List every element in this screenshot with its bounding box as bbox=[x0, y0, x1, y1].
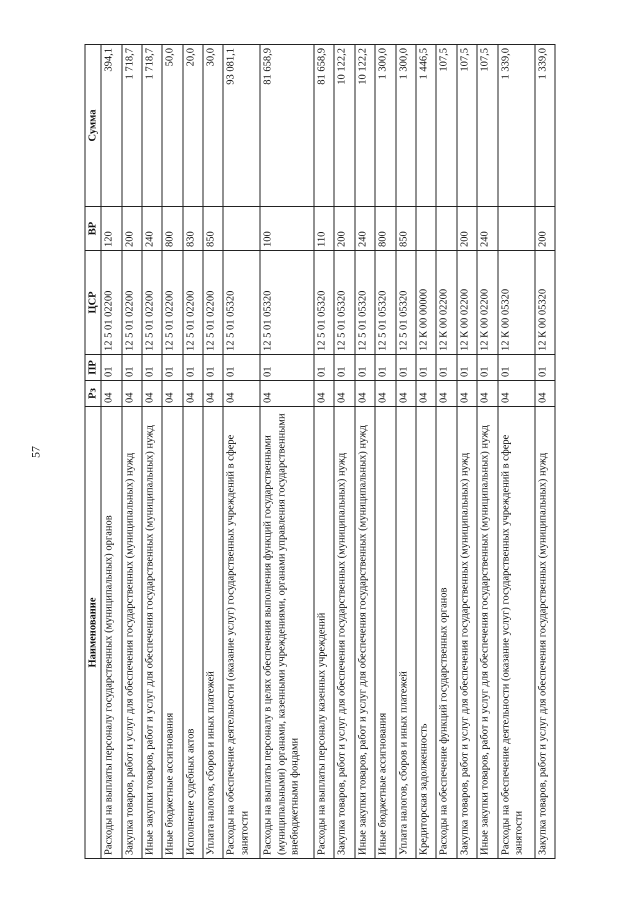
cell-sum: 107,5 bbox=[457, 45, 477, 207]
cell-rz: 04 bbox=[162, 381, 182, 407]
cell-vr: 100 bbox=[260, 207, 314, 251]
cell-vr: 850 bbox=[203, 207, 223, 251]
cell-sum: 107,5 bbox=[436, 45, 456, 207]
cell-csr: 12 К 00 00000 bbox=[416, 251, 436, 355]
cell-pr: 01 bbox=[314, 355, 334, 381]
cell-sum: 107,5 bbox=[477, 45, 497, 207]
cell-pr: 01 bbox=[334, 355, 354, 381]
cell-rz: 04 bbox=[498, 381, 535, 407]
cell-sum: 81 658,9 bbox=[260, 45, 314, 207]
cell-rz: 04 bbox=[535, 381, 555, 407]
table-row bbox=[334, 45, 354, 859]
cell-csr: 12 К 00 02200 bbox=[457, 251, 477, 355]
cell-vr: 240 bbox=[355, 207, 375, 251]
cell-pr: 01 bbox=[183, 355, 203, 381]
cell-vr: 240 bbox=[142, 207, 162, 251]
cell-rz: 04 bbox=[416, 381, 436, 407]
cell-pr: 01 bbox=[375, 355, 395, 381]
cell-vr: 200 bbox=[535, 207, 555, 251]
cell-csr: 12 5 01 05320 bbox=[375, 251, 395, 355]
table-row bbox=[416, 45, 436, 859]
table-row bbox=[535, 45, 555, 859]
cell-sum: 1 718,7 bbox=[122, 45, 142, 207]
cell-pr: 01 bbox=[142, 355, 162, 381]
table-row bbox=[101, 45, 121, 859]
table-row bbox=[457, 45, 477, 859]
cell-name: Закупка товаров, работ и услуг для обеспечения государственных (муниципальных) нужд bbox=[122, 407, 142, 859]
cell-vr: 200 bbox=[457, 207, 477, 251]
cell-rz: 04 bbox=[142, 381, 162, 407]
cell-csr: 12 5 01 05320 bbox=[396, 251, 416, 355]
cell-name: Расходы на выплаты персоналу в целях обеспечения выполнения функций государственными (муниципальными) органами, казенными учреждениями, органами управления государственными внебюджетными фондами bbox=[260, 407, 314, 859]
budget-table bbox=[85, 44, 556, 859]
cell-name: Расходы на обеспечение деятельности (оказание услуг) государственных учреждений в сфере занятости bbox=[223, 407, 260, 859]
cell-csr: 12 5 01 05320 bbox=[314, 251, 334, 355]
cell-sum: 1 339,0 bbox=[535, 45, 555, 207]
table-row bbox=[183, 45, 203, 859]
cell-pr: 01 bbox=[535, 355, 555, 381]
cell-name: Иные закупки товаров, работ и услуг для обеспечения государственных (муниципальных) нужд bbox=[477, 407, 497, 859]
header-rz: Рз bbox=[85, 381, 101, 407]
cell-pr: 01 bbox=[122, 355, 142, 381]
cell-sum: 1 718,7 bbox=[142, 45, 162, 207]
cell-pr: 01 bbox=[162, 355, 182, 381]
table-row bbox=[498, 45, 535, 859]
table-row bbox=[396, 45, 416, 859]
cell-vr: 850 bbox=[396, 207, 416, 251]
cell-pr: 01 bbox=[260, 355, 314, 381]
cell-pr: 01 bbox=[457, 355, 477, 381]
table-row bbox=[355, 45, 375, 859]
cell-name: Расходы на выплаты персоналу казенных учреждений bbox=[314, 407, 334, 859]
cell-name: Расходы на обеспечение функций государственных органов bbox=[436, 407, 456, 859]
cell-csr: 12 К 00 02200 bbox=[477, 251, 497, 355]
cell-vr: 800 bbox=[375, 207, 395, 251]
cell-vr: 200 bbox=[122, 207, 142, 251]
cell-name: Иные закупки товаров, работ и услуг для обеспечения государственных (муниципальных) нужд bbox=[355, 407, 375, 859]
cell-sum: 1 446,5 bbox=[416, 45, 436, 207]
cell-rz: 04 bbox=[457, 381, 477, 407]
cell-name: Иные бюджетные ассигнования bbox=[375, 407, 395, 859]
cell-pr: 01 bbox=[101, 355, 121, 381]
cell-vr bbox=[223, 207, 260, 251]
cell-name: Расходы на обеспечение деятельности (оказание услуг) государственных учреждений в сфере занятости bbox=[498, 407, 535, 859]
header-pr: ПР bbox=[85, 355, 101, 381]
cell-pr: 01 bbox=[477, 355, 497, 381]
cell-sum: 1 300,0 bbox=[396, 45, 416, 207]
cell-rz: 04 bbox=[477, 381, 497, 407]
cell-pr: 01 bbox=[416, 355, 436, 381]
cell-sum: 10 122,2 bbox=[334, 45, 354, 207]
cell-sum: 1 300,0 bbox=[375, 45, 395, 207]
cell-name: Закупка товаров, работ и услуг для обеспечения государственных (муниципальных) нужд bbox=[457, 407, 477, 859]
cell-sum: 30,0 bbox=[203, 45, 223, 207]
header-vr: ВР bbox=[85, 207, 101, 251]
table-header bbox=[85, 45, 101, 859]
header-sum: Сумма bbox=[85, 45, 101, 207]
cell-csr: 12 5 01 02200 bbox=[122, 251, 142, 355]
cell-vr: 200 bbox=[334, 207, 354, 251]
cell-rz: 04 bbox=[334, 381, 354, 407]
cell-vr bbox=[416, 207, 436, 251]
page-number: 57 bbox=[28, 446, 43, 458]
header-row bbox=[85, 45, 101, 859]
cell-name: Исполнение судебных актов bbox=[183, 407, 203, 859]
cell-rz: 04 bbox=[355, 381, 375, 407]
cell-pr: 01 bbox=[223, 355, 260, 381]
cell-rz: 04 bbox=[314, 381, 334, 407]
cell-vr bbox=[498, 207, 535, 251]
cell-csr: 12 К 00 02200 bbox=[436, 251, 456, 355]
cell-vr: 240 bbox=[477, 207, 497, 251]
table-row bbox=[122, 45, 142, 859]
cell-rz: 04 bbox=[183, 381, 203, 407]
cell-rz: 04 bbox=[436, 381, 456, 407]
cell-name: Закупка товаров, работ и услуг для обеспечения государственных (муниципальных) нужд bbox=[334, 407, 354, 859]
header-name: Наименование bbox=[85, 407, 101, 859]
cell-vr: 800 bbox=[162, 207, 182, 251]
cell-sum: 81 658,9 bbox=[314, 45, 334, 207]
cell-pr: 01 bbox=[355, 355, 375, 381]
cell-rz: 04 bbox=[260, 381, 314, 407]
cell-csr: 12 5 01 05320 bbox=[223, 251, 260, 355]
cell-vr: 120 bbox=[101, 207, 121, 251]
table-row bbox=[162, 45, 182, 859]
cell-csr: 12 К 00 05320 bbox=[535, 251, 555, 355]
cell-csr: 12 5 01 02200 bbox=[142, 251, 162, 355]
table-row bbox=[314, 45, 334, 859]
cell-vr bbox=[436, 207, 456, 251]
cell-name: Иные закупки товаров, работ и услуг для обеспечения государственных (муниципальных) нужд bbox=[142, 407, 162, 859]
cell-csr: 12 5 01 02200 bbox=[203, 251, 223, 355]
cell-sum: 20,0 bbox=[183, 45, 203, 207]
table-row bbox=[223, 45, 260, 859]
table-row bbox=[260, 45, 314, 859]
table-row bbox=[436, 45, 456, 859]
cell-rz: 04 bbox=[101, 381, 121, 407]
cell-sum: 394,1 bbox=[101, 45, 121, 207]
cell-vr: 110 bbox=[314, 207, 334, 251]
cell-sum: 93 081,1 bbox=[223, 45, 260, 207]
cell-csr: 12 5 01 02200 bbox=[183, 251, 203, 355]
table-row bbox=[375, 45, 395, 859]
cell-csr: 12 5 01 02200 bbox=[101, 251, 121, 355]
cell-pr: 01 bbox=[498, 355, 535, 381]
cell-name: Уплата налогов, сборов и иных платежей bbox=[203, 407, 223, 859]
cell-name: Расходы на выплаты персоналу государственных (муниципальных) органов bbox=[101, 407, 121, 859]
budget-table-wrapper bbox=[85, 45, 556, 859]
cell-pr: 01 bbox=[436, 355, 456, 381]
cell-name: Иные бюджетные ассигнования bbox=[162, 407, 182, 859]
cell-rz: 04 bbox=[375, 381, 395, 407]
cell-csr: 12 К 00 05320 bbox=[498, 251, 535, 355]
table-row bbox=[203, 45, 223, 859]
cell-pr: 01 bbox=[396, 355, 416, 381]
cell-csr: 12 5 01 05320 bbox=[355, 251, 375, 355]
cell-name: Кредиторская задолженность bbox=[416, 407, 436, 859]
cell-csr: 12 5 01 02200 bbox=[162, 251, 182, 355]
table-body bbox=[101, 45, 555, 859]
cell-rz: 04 bbox=[122, 381, 142, 407]
table-row bbox=[142, 45, 162, 859]
header-csr: ЦСР bbox=[85, 251, 101, 355]
cell-sum: 10 122,2 bbox=[355, 45, 375, 207]
cell-csr: 12 5 01 05320 bbox=[334, 251, 354, 355]
cell-pr: 01 bbox=[203, 355, 223, 381]
cell-rz: 04 bbox=[223, 381, 260, 407]
cell-name: Закупка товаров, работ и услуг для обеспечения государственных (муниципальных) нужд bbox=[535, 407, 555, 859]
table-row bbox=[477, 45, 497, 859]
cell-rz: 04 bbox=[203, 381, 223, 407]
cell-rz: 04 bbox=[396, 381, 416, 407]
cell-csr: 12 5 01 05320 bbox=[260, 251, 314, 355]
cell-name: Уплата налогов, сборов и иных платежей bbox=[396, 407, 416, 859]
cell-sum: 50,0 bbox=[162, 45, 182, 207]
cell-vr: 830 bbox=[183, 207, 203, 251]
cell-sum: 1 339,0 bbox=[498, 45, 535, 207]
